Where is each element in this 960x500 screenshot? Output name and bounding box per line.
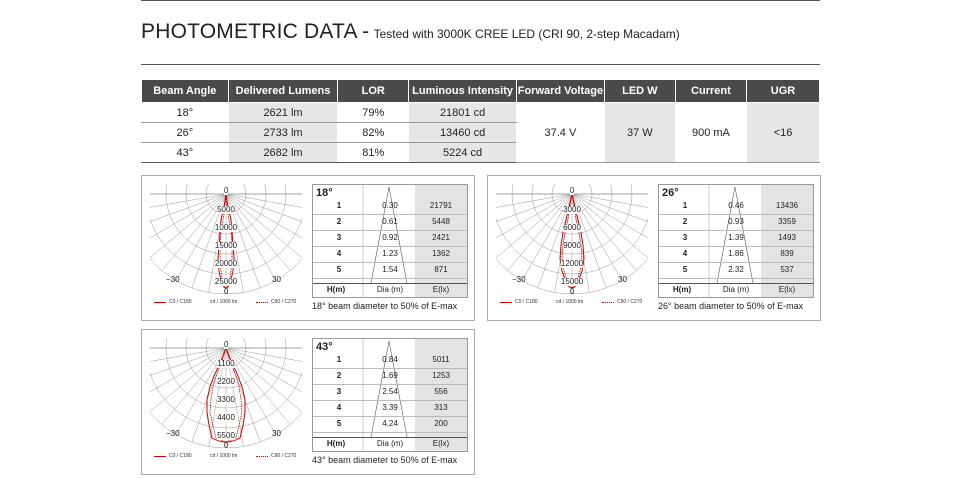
- cell-led-w: 37 W: [604, 103, 675, 163]
- cell-height: 2: [682, 217, 688, 226]
- col-e-label: E(lx): [432, 285, 450, 294]
- cell-illuminance: 5011: [432, 355, 450, 364]
- cell-lumens: 2733 lm: [228, 123, 338, 143]
- cell-ugr: <16: [747, 103, 820, 163]
- polar-ring-label: 5500: [217, 431, 235, 440]
- polar-center-label: 0: [224, 340, 229, 349]
- col-header: Forward Voltage: [516, 80, 604, 103]
- cell-illuminance: 3359: [778, 217, 796, 226]
- row-divider: [659, 278, 813, 279]
- cell-illuminance: 1362: [432, 249, 450, 258]
- legend-c90: C90 / C270: [617, 299, 643, 305]
- col-dia-label: Dia (m): [376, 285, 404, 294]
- polar-bottom-label: 0: [570, 287, 575, 296]
- page-title: [141, 20, 680, 44]
- col-header: Beam Angle: [142, 80, 229, 103]
- beam-caption: 26° beam diameter to 50% of E-max: [658, 301, 804, 311]
- row-divider: [313, 278, 467, 279]
- cell-illuminance: 871: [434, 265, 448, 274]
- cell-current: 900 mA: [675, 103, 746, 163]
- cell-illuminance: 537: [780, 265, 794, 274]
- legend-solid-swatch: [154, 456, 166, 457]
- cell-illuminance: 2421: [432, 233, 450, 242]
- cell-height: 2: [336, 217, 342, 226]
- cell-lor: 81%: [338, 143, 409, 163]
- cell-lumens: 2621 lm: [228, 103, 338, 123]
- legend-c90: C90 / C270: [271, 453, 297, 459]
- polar-ring-label: 5000: [217, 205, 235, 214]
- col-h-label: H(m): [672, 285, 692, 294]
- cell-illuminance: 5448: [432, 217, 450, 226]
- cell-illuminance: 1493: [778, 233, 796, 242]
- spec-table: [141, 79, 820, 163]
- cell-diameter: 0.84: [382, 355, 398, 364]
- cell-lor: 82%: [338, 123, 409, 143]
- polar-ring-label: 3000: [563, 205, 581, 214]
- legend-dashed-swatch: [602, 302, 614, 303]
- col-h-label: H(m): [326, 285, 346, 294]
- cell-illuminance: 556: [434, 387, 448, 396]
- cell-diameter: 0.30: [382, 201, 398, 210]
- legend-unit: cd / 1000 lm: [210, 453, 238, 459]
- legend-c90: C90 / C270: [271, 299, 297, 305]
- cell-height: 4: [336, 403, 342, 412]
- row-divider: [313, 230, 467, 231]
- polar-ring-label: 20000: [214, 259, 238, 268]
- polar-ring-label: 10000: [214, 223, 238, 232]
- cell-beam: 18°: [142, 103, 229, 123]
- cell-height: 3: [682, 233, 688, 242]
- cell-illuminance: 13436: [775, 201, 799, 210]
- cell-height: 3: [336, 233, 342, 242]
- photometric-panel: [141, 329, 475, 475]
- legend-solid-swatch: [500, 302, 512, 303]
- cell-diameter: 2.32: [728, 265, 744, 274]
- polar-ring-label: 2200: [217, 377, 235, 386]
- cell-height: 5: [336, 419, 342, 428]
- cell-diameter: 0.61: [382, 217, 398, 226]
- col-e-label: E(lx): [778, 285, 796, 294]
- cell-diameter: 1.39: [728, 233, 744, 242]
- cell-height: 4: [682, 249, 688, 258]
- polar-right-label: 30: [272, 429, 281, 438]
- beam-caption: 18° beam diameter to 50% of E-max: [312, 301, 458, 311]
- cell-illuminance: 839: [780, 249, 794, 258]
- illuminance-table: [312, 338, 468, 452]
- cell-height: 3: [336, 387, 342, 396]
- table-footer-divider: [313, 283, 467, 284]
- col-h-label: H(m): [326, 439, 346, 448]
- cell-diameter: 3.39: [382, 403, 398, 412]
- cell-voltage: 37.4 V: [516, 103, 604, 163]
- polar-left-label: −30: [166, 429, 180, 438]
- polar-left-label: −30: [166, 275, 180, 284]
- polar-bottom-label: 0: [224, 441, 229, 450]
- table-footer-divider: [313, 437, 467, 438]
- polar-ring-label: 9000: [563, 241, 581, 250]
- row-divider: [659, 214, 813, 215]
- cell-intensity: 21801 cd: [409, 103, 517, 123]
- polar-ring-label: 1100: [217, 359, 235, 368]
- photometric-panel: [487, 175, 821, 321]
- top-rule: [141, 0, 820, 1]
- row-divider: [313, 400, 467, 401]
- polar-ring-label: 3300: [217, 395, 235, 404]
- polar-ring-label: 12000: [560, 259, 584, 268]
- legend-c0: C0 / C180: [169, 299, 192, 305]
- cell-illuminance: 1253: [432, 371, 450, 380]
- cell-intensity: 5224 cd: [409, 143, 517, 163]
- polar-ring-label: 4400: [217, 413, 235, 422]
- cell-diameter: 1.69: [382, 371, 398, 380]
- beam-angle-label: 43°: [316, 341, 333, 353]
- cell-beam: 43°: [142, 143, 229, 163]
- cell-diameter: 4.24: [382, 419, 398, 428]
- legend-unit: cd / 1000 lm: [210, 299, 238, 305]
- col-header: Current: [675, 80, 746, 103]
- polar-ring-label: 15000: [214, 241, 238, 250]
- beam-angle-label: 26°: [662, 187, 679, 199]
- polar-right-label: 30: [618, 275, 627, 284]
- col-header: Luminous Intensity: [409, 80, 517, 103]
- cell-height: 5: [682, 265, 688, 274]
- cell-height: 5: [336, 265, 342, 274]
- col-dia-label: Dia (m): [722, 285, 750, 294]
- legend-unit: cd / 1000 lm: [556, 299, 584, 305]
- legend-c0: C0 / C180: [515, 299, 538, 305]
- cell-diameter: 0.46: [728, 201, 744, 210]
- row-divider: [313, 432, 467, 433]
- row-divider: [659, 246, 813, 247]
- polar-center-label: 0: [224, 186, 229, 195]
- table-footer-divider: [659, 283, 813, 284]
- cell-diameter: 0.93: [728, 217, 744, 226]
- row-divider: [313, 368, 467, 369]
- spec-header-row: [142, 80, 820, 103]
- row-divider: [313, 214, 467, 215]
- title-dash: -: [362, 20, 370, 43]
- photometric-panel: [141, 175, 475, 321]
- legend-dashed-swatch: [256, 456, 268, 457]
- title-main: PHOTOMETRIC DATA: [141, 20, 358, 43]
- row-divider: [313, 246, 467, 247]
- row-divider: [313, 384, 467, 385]
- table-row: [142, 103, 820, 123]
- cell-illuminance: 313: [434, 403, 448, 412]
- cell-illuminance: 21791: [429, 201, 453, 210]
- legend-c0: C0 / C180: [169, 453, 192, 459]
- title-subtitle: Tested with 3000K CREE LED (CRI 90, 2-step Macadam): [373, 27, 680, 41]
- cell-diameter: 1.23: [382, 249, 398, 258]
- row-divider: [313, 416, 467, 417]
- cell-height: 2: [336, 371, 342, 380]
- polar-ring-label: 6000: [563, 223, 581, 232]
- cell-illuminance: 200: [434, 419, 448, 428]
- cell-diameter: 1.86: [728, 249, 744, 258]
- polar-right-label: 30: [272, 275, 281, 284]
- beam-caption: 43° beam diameter to 50% of E-max: [312, 455, 458, 465]
- col-dia-label: Dia (m): [376, 439, 404, 448]
- cell-diameter: 1.54: [382, 265, 398, 274]
- col-header: UGR: [747, 80, 820, 103]
- cell-height: 1: [336, 355, 342, 364]
- row-divider: [313, 262, 467, 263]
- legend-dashed-swatch: [256, 302, 268, 303]
- cell-height: 4: [336, 249, 342, 258]
- row-divider: [659, 262, 813, 263]
- row-divider: [659, 230, 813, 231]
- col-header: LOR: [338, 80, 409, 103]
- col-header: LED W: [604, 80, 675, 103]
- cell-diameter: 0.92: [382, 233, 398, 242]
- cell-diameter: 2.54: [382, 387, 398, 396]
- polar-left-label: −30: [512, 275, 526, 284]
- cell-height: 1: [682, 201, 688, 210]
- col-header: Delivered Lumens: [228, 80, 338, 103]
- beam-angle-label: 18°: [316, 187, 333, 199]
- polar-ring-label: 15000: [560, 277, 584, 286]
- col-e-label: E(lx): [432, 439, 450, 448]
- polar-bottom-label: 0: [224, 287, 229, 296]
- illuminance-table: [312, 184, 468, 298]
- cell-lor: 79%: [338, 103, 409, 123]
- polar-ring-label: 25000: [214, 277, 238, 286]
- cell-lumens: 2682 lm: [228, 143, 338, 163]
- legend-solid-swatch: [154, 302, 166, 303]
- title-underline: [141, 64, 820, 65]
- cell-height: 1: [336, 201, 342, 210]
- polar-center-label: 0: [570, 186, 575, 195]
- illuminance-table: [658, 184, 814, 298]
- cell-intensity: 13460 cd: [409, 123, 517, 143]
- cell-beam: 26°: [142, 123, 229, 143]
